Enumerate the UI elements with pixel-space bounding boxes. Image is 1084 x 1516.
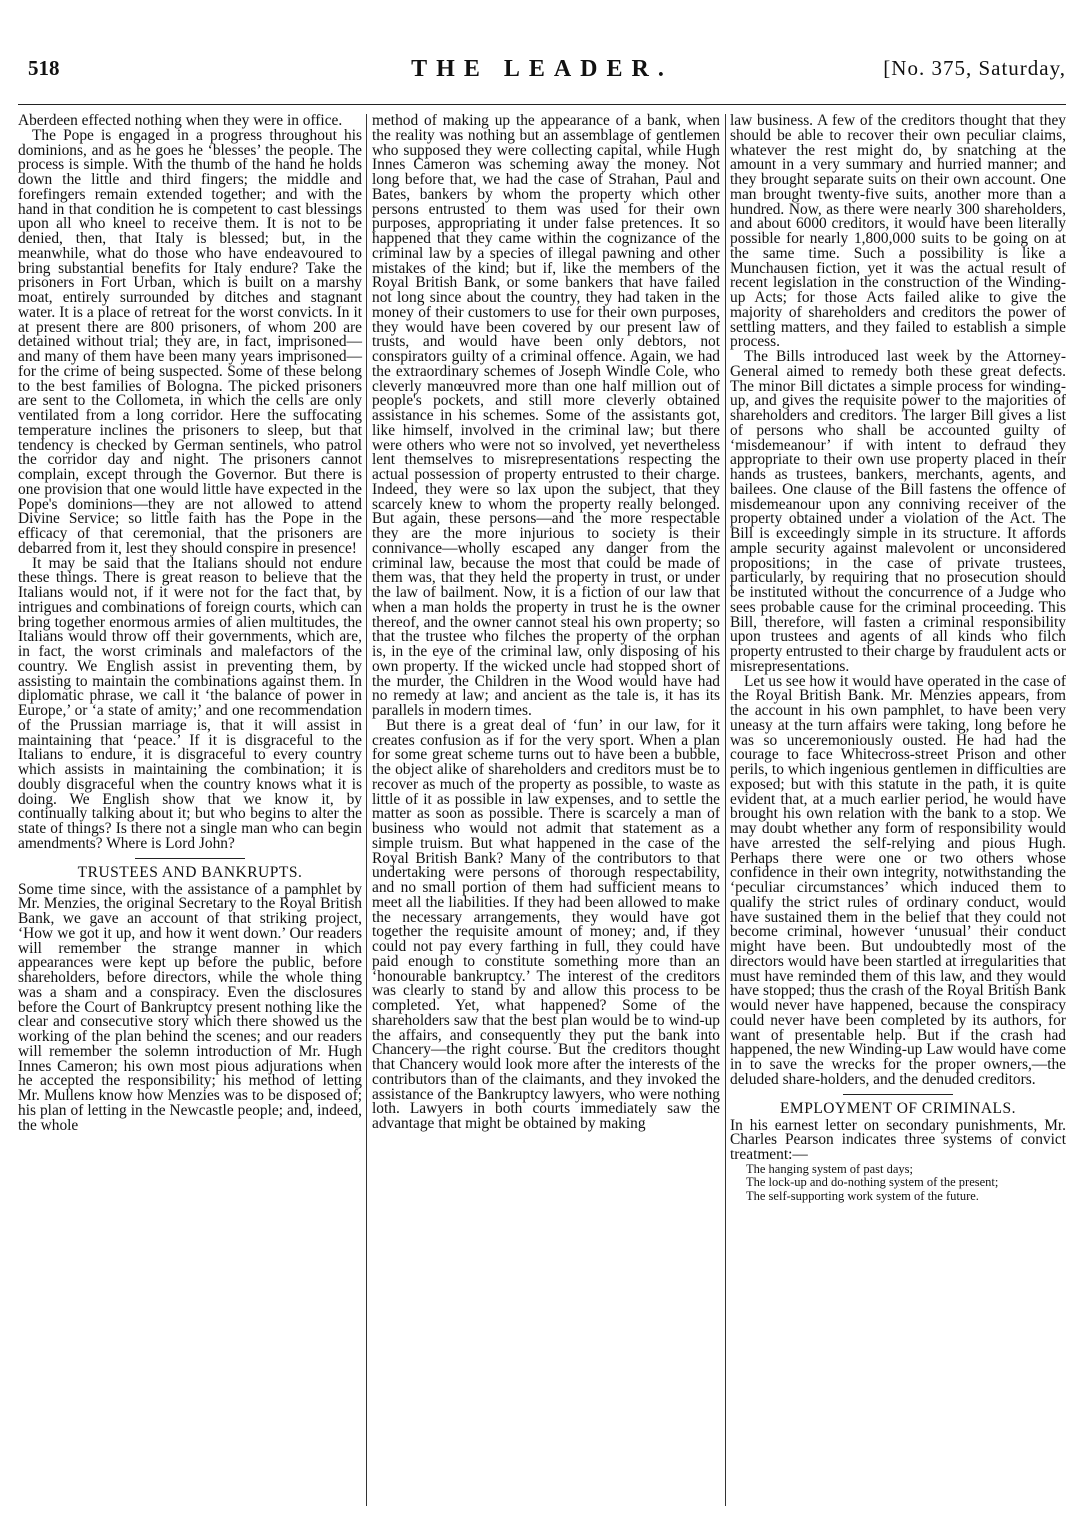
section-divider xyxy=(135,858,245,859)
paragraph: In his earnest letter on secondary punishments, Mr. Charles Pearson indicates three systems of convict treatment:— xyxy=(730,1116,1066,1163)
section-heading: TRUSTEES AND BANKRUPTS. xyxy=(77,863,303,881)
column-divider xyxy=(725,114,726,1506)
masthead xyxy=(18,56,1066,96)
section-divider xyxy=(843,1094,953,1095)
paragraph: Let us see how it would have operated in the case of the Royal British Bank. Mr. Menzies appears, from the account in his own pamphlet, to have been very uneasy at the turn affairs were taking, long before he was so unceremoniously ousted. He had had the courage to face Whitecross-street Prison and other perils, to which ingenious gentlemen in difficulties are exposed; but with this statute in the path, it is quite evident that, at a much earlier period, he would have brought his own relation with the bank to a stop. We may doubt whether any form of responsibility would have arrested the self-relying and pious Hugh. Perhaps there were one or two others whose confidence in their own integrity, notwithstanding the ‘peculiar circumstances’ which induced them to qualify the strict rules of ordinary conduct, would have sustained them in the belief that they could not become criminal, however ‘unusual’ their conduct might have been. But undoubtedly most of the directors would have been startled at irregularities that must have reminded them of this law, and they would have stopped; thus the crash of the Royal British Bank would never have happened, because the conspiracy could never have been completed by its authors, for want of presentable help. But if the crash had happened, the new Winding-up Law would have come in to save the wrecks for the proper owners,—the deluded share-holders, and the denuded creditors. xyxy=(730,672,1066,1088)
list-item: The self-supporting work system of the future. xyxy=(746,1188,979,1203)
header-rule xyxy=(18,104,1066,105)
section-heading: EMPLOYMENT OF CRIMINALS. xyxy=(779,1099,1017,1117)
paragraph: The Pope is engaged in a progress throughout his dominions, and as he goes he ‘blesses’ the people. The process is simple. With the thumb of the hand he holds down the little and third fingers; the middle and forefingers remain extended together; and with the hand in that condition he is competent to cast blessings upon all who kneel to receive them. It is not to be denied, then, that Italy is blessed; but, in the meanwhile, what do those who have endeavoured to bring substantial benefits for Italy endure? Take the prisoners in Fort Urban, which is built on a marshy moat, entirely surrounded by ditches and stagnant water. It is a place of retreat for the worst convicts. In it at present there are 800 prisoners, of whom 200 are detained without trial; they are, in fact, imprisoned—and many of them have been many years imprisoned—for the crime of being suspected. Some of these belong to the best families of Bologna. The picked prisoners are sent to the Collometa, in which the cells are only ventilated from a long corridor. Here the suffocating temperature inclines the prisoners to sleep, but that tendency is checked by German sentinels, who patrol the corridor day and night. The prisoners cannot complain, except through the Governor. But there is one provision that one would little have expected in the Pope's dominions—they are not allowed to attend Divine Service; so little faith has the Pope in the efficacy of that ceremonial, that the prisoners are debarred from it, lest they should conspire in presence! xyxy=(18,126,362,557)
list-item: The lock-up and do-nothing system of the present; xyxy=(746,1175,999,1190)
column-divider xyxy=(366,114,367,1506)
page-number: 518 xyxy=(28,56,60,80)
paragraph: law business. A few of the creditors thought that they should be able to recover their own peculiar claims, whatever the rest might do, by snatching at the amount in a very summary and hurried manner; and they brought separate suits on their own account. One man brought twenty-five suits, another more than a hundred. Now, as there were nearly 300 shareholders, and about 6000 creditors, it would have been literally possible for nearly 1,800,000 suits to be going on at the same time. Such a possibility is like a Munchausen fiction, yet it was the actual result of recent legislation in the construction of the Winding-up Acts; for those Acts failed alike to give the majority of shareholders and creditors the power of settling matters, and they failed to establish a simple process. xyxy=(730,112,1066,351)
column-3 xyxy=(730,114,1066,1203)
list-item: The hanging system of past days; xyxy=(746,1161,913,1176)
paragraph: Some time since, with the assistance of a pamphlet by Mr. Menzies, the original Secretary to the Royal British Bank, we gave an account of that striking project, ‘How we got it up, and how it went down.’ Our readers will remember the strange manner in which appearances were kept up before the public, before shareholders, before directors, while the whole thing was a sham and a conspiracy. Even the disclosures before the Court of Bankruptcy present nothing like the clear and consecutive story which there showed us the working of the plan behind the scenes; and our readers will remember the solemn introduction of Mr. Hugh Innes Cameron; his own most pious adjurations when he accepted the responsibility; his method of letting Mr. Mullens know how Menzies was to be disposed of; his plan of letting in the Newcastle people; and, indeed, the whole xyxy=(18,880,362,1134)
issue-info: [No. 375, Saturday, xyxy=(883,56,1066,80)
paragraph: But there is a great deal of ‘fun’ in our law, for it creates confusion as if for the very sport. When a plan for some great scheme turns out to have been a bubble, the object alike of shareholders and creditors must be to recover as much of the property as possible, to waste as little of it as possible in law expenses, and to settle the matter as soon as possible. There is scarcely a man of business who would not admit that statement as a simple truism. But what happened in the case of the Royal British Bank? Many of the contributors to that undertaking were persons of thorough respectability, and no small portion of them had sufficient means to meet all the liabilities. If they had been allowed to make the necessary arrangements, they would have got together the requisite amount of money; and, if they could not pay every farthing in full, they could have paid enough to constitute something more than an ‘honourable bankruptcy.’ The interest of the creditors was clearly to stand by and allow this process to be completed. Yet, what happened? Some of the shareholders saw that the best plan would be to wind-up the affairs, and consequently they put the bank into Chancery—the right course. But the creditors thought that Chancery would look more after the interests of the contributors than of the claimants, and they invoked the assistance of the Bankruptcy lawyers, who were nothing loth. Lawyers in both courts immediately saw the advantage that might be obtained by making xyxy=(372,716,720,1132)
paragraph: Aberdeen effected nothing when they were in office. xyxy=(18,112,343,129)
column-2 xyxy=(372,114,720,1132)
systems-list xyxy=(746,1163,1066,1204)
column-1 xyxy=(18,114,362,1133)
paragraph: method of making up the appearance of a bank, when the reality was nothing but an assemblage of gentlemen who supposed they were collecting capital, while Hugh Innes Cameron was scheming away the money. Not long before that, we had the case of Strahan, Paul and Bates, bankers by whom the property which other persons entrusted to them was used for their own purposes, appropriating it under false pretences. It so happened that they came within the cognizance of the criminal law by a species of illegal pawning and other mistakes of the kind; but if, like the members of the Royal British Bank, or some bankers that have failed not long since about the country, they had taken in the money of their customers to use for their own purposes, they would have been covered by our present law of trusts, and would have been only debtors, not conspirators guilty of a criminal offence. Again, we had the extraordinary schemes of Joseph Windle Cole, who cleverly manœuvred more than one half million out of people's pockets, and still more cleverly obtained assistance in his schemes. Some of the assistants got, like himself, involved in the criminal law; but there were others who were not so involved, yet nevertheless lent themselves to misrepresentations respecting the actual possession of property entrusted to their charge. Indeed, they were so lax upon the subject, that they scarcely knew to whom the property really belonged. But again, these persons—and the more respectable they are the more injurious to society is their connivance—wholly escaped any danger from the criminal law, because the most that could be made of them was, that they held the property in trust, or under the law of bailment. Now, it is a fiction of our law that when a man holds the property in trust he is the owner thereof, and the owner cannot steal his own property; so that the trustee who filches the property of the orphan is, in the eye of the criminal law, only disposing of his own property. If the wicked uncle had stopped short of the murder, the Children in the Wood would have had no remedy at law; and ancient as the tale is, it has its parallels in modern times. xyxy=(372,112,720,719)
newspaper-title: THE LEADER. xyxy=(411,56,673,82)
paragraph: The Bills introduced last week by the Attorney-General aimed to remedy both these great defects. The minor Bill dictates a simple process for winding-up, and gives the requisite power to the majorities of shareholders and creditors. The larger Bill gives a list of persons who shall be accounted guilty of ‘misdemeanour’ if with intent to defraud they appropriate to their own use property placed in their hands as trustees, bankers, merchants, agents, and bailees. One clause of the Bill fastens the offence of misdemeanour upon any conniving receiver of the property obtained under a violation of the Act. The Bill is exceedingly simple in its structure. It affords ample security against malevolent or unconsidered propositions; in the case of private trustees, particularly, by requiring that no prosecution should be instituted without the concurrence of a Judge who sees probable cause for the criminal proceeding. This Bill, therefore, will fasten a criminal responsibility upon trustees and agents of all kinds who filch property entrusted to their charge by fraudulent acts or misrepresentations. xyxy=(730,348,1066,675)
paragraph: It may be said that the Italians should not endure these things. There is great reason to believe that the Italians would not, if it were not for the fact that, by intrigues and combinations of foreign courts, which can bring together enormous armies of alien multitudes, the Italians would throw off their governments, which are, in fact, the worst criminals and malefactors of the country. We English assist in preventing them, by assisting to maintain the combinations against them. In diplomatic phrase, we call it ‘the balance of power in Europe,’ or ‘a state of amity;’ and one recommendation of the Prussian marriage is, that it will assist in maintaining that ‘peace.’ If it is disgraceful to the Italians to endure, it is disgraceful to every country which assists in maintaining the combination; it is doubly disgraceful when the country knows what it is doing. We English show that we know it, by continually talking about it; but who begins to alter the state of things? Is there not a single man who can begin amendments? Where is Lord John? xyxy=(18,554,362,852)
